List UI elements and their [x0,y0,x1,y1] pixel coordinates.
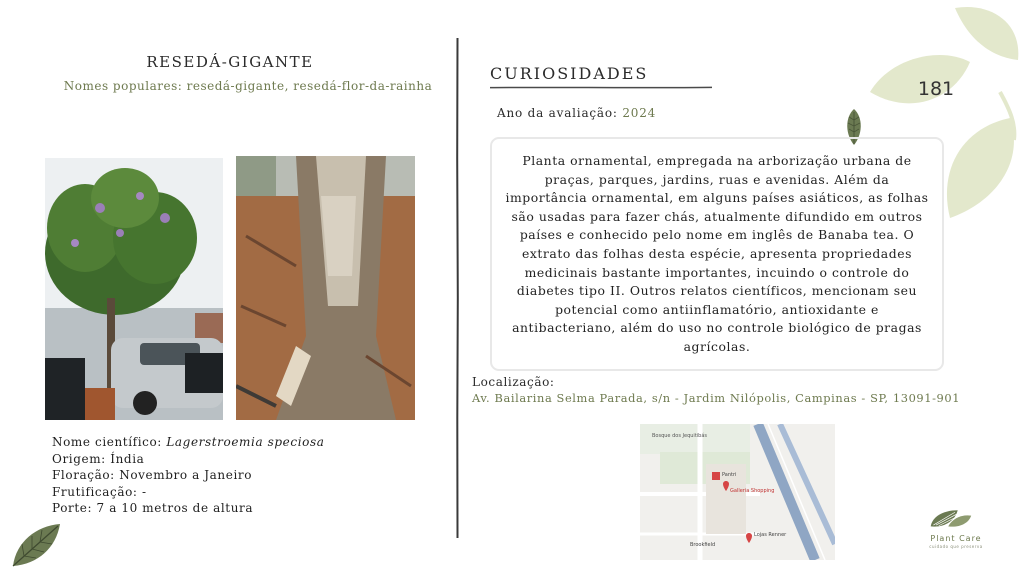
plant-care-logo [928,504,982,534]
fact-flowering [52,467,324,484]
flowering-label: Floração: [52,468,115,482]
origin-value: Índia [110,451,145,466]
popular-names [0,79,496,93]
origin-label: Origem: [52,451,106,466]
fruiting-label: Frutificação: [52,484,138,499]
plant-facts [52,434,324,517]
year-label: Ano da avaliação: [497,106,618,120]
trunk-photo [236,156,415,420]
size-label: Porte: [52,501,93,515]
year-value: 2024 [622,106,657,120]
map-label-bosque: Bosque dos Jequitibás [652,433,708,439]
popular-names-value: resedá-gigante, resedá-flor-da-rainha [186,79,433,93]
location-label: Localização: [472,375,555,389]
map-label-brookfield: Brookfield [690,542,716,548]
tree-photo [45,158,223,420]
flowering-value: Novembro a Janeiro [119,468,253,482]
leaf-decoration-bottom [10,522,62,568]
page-number: 181 [917,78,955,100]
fact-scientific-name [52,434,324,451]
brand-name: Plant Care [930,534,982,543]
plant-title: RESEDÁ-GIGANTE [146,53,314,71]
location-map[interactable] [640,424,835,560]
fact-fruiting [52,484,324,501]
map-label-galleria: Galleria Shopping [730,488,775,494]
fact-size [52,500,324,517]
curiosities-title: CURIOSIDADES [490,64,649,83]
location-address: Av. Bailarina Selma Parada, s/n - Jardim Nilópolis, Campinas - SP, 13091-901 [472,391,961,405]
size-value: 7 a 10 metros de altura [96,501,254,515]
column-divider [456,38,459,538]
brand-tagline: cuidado que preserva [929,544,983,549]
scientific-name-label: Nome científico: [52,435,162,449]
curiosities-description: Planta ornamental, empregada na arborização urbana de praças, parques, jardins, ruas e avenidas. Além da importância ornamental, em alguns países asiáticos, as folhas são usadas para fazer chás, atualmente difundido em outros países e conhecido pelo nome em inglês de Banaba tea. O extrato das folhas desta espécie, apresenta propriedades medicinais bastante importantes, incuindo o controle do diabetes tipo II. Outros relatos científicos, mencionam seu potencial como antiinflamatório, antioxidante e antibacteriano, além do uso no controle biológico de pragas agrícolas. [490,137,944,371]
scientific-name-value: Lagerstroemia speciosa [166,435,325,449]
evaluation-year [497,106,656,120]
popular-names-label: Nomes populares: [63,79,183,93]
fact-origin [52,451,324,468]
map-label-renner: Lojas Renner [754,532,787,538]
map-label-pantri: Pantri [722,472,737,478]
title-underline [490,86,712,89]
fruiting-value: - [141,484,147,499]
